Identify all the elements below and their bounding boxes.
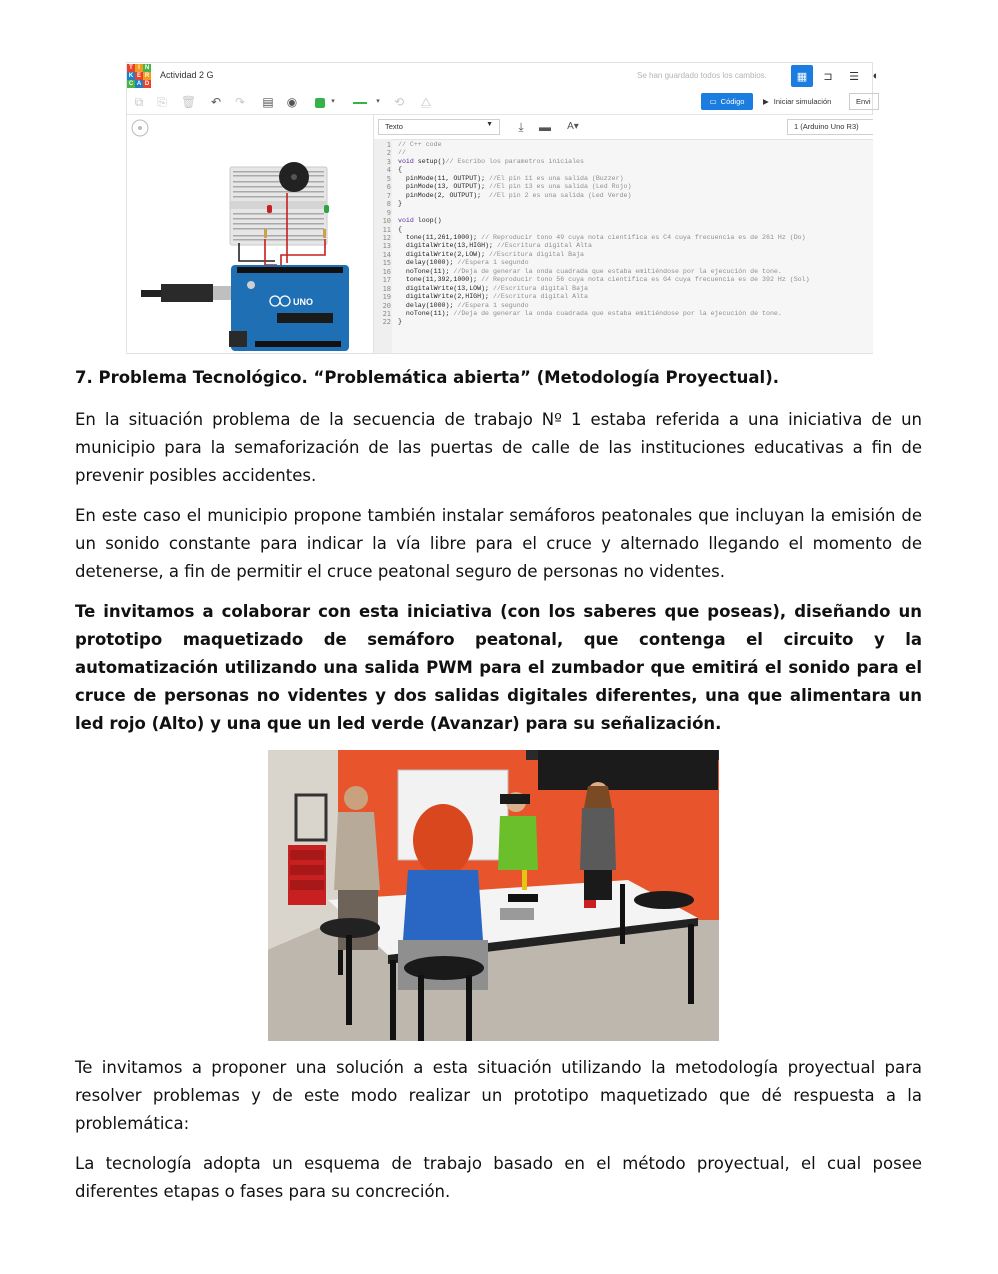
line-number: 12 <box>382 233 391 242</box>
code-line: pinMode(11, OUTPUT); //El pin 11 es una salida (Buzzer) <box>398 174 624 182</box>
board-select[interactable]: 1 (Arduino Uno R3) <box>787 119 873 135</box>
line-number: 18 <box>382 284 391 293</box>
code-line: // <box>398 149 406 157</box>
chevron-down-icon[interactable]: ▾ <box>376 98 380 105</box>
circuit-canvas[interactable] <box>127 115 372 353</box>
paragraph-2: En este caso el municipio propone también instalar semáforos peatonales que incluyan la emisión de un sonido constante para indicar la vía libre para el cruce y alternado llegando el momento de detenerse, a fin de permitir el cruce peatonal seguro de personas no videntes. <box>75 506 922 581</box>
line-number: 19 <box>382 293 391 302</box>
code-line: } <box>398 200 402 208</box>
line-number: 6 <box>386 183 391 192</box>
wire-style-icon[interactable] <box>349 95 371 109</box>
line-number: 10 <box>382 217 391 226</box>
code-line: tone(11,392,1000); // Reproducir tono 56 cuya nota cientifica es G4 cuya frecuencia es de 392 Hz (Sol) <box>398 276 810 284</box>
line-number: 8 <box>386 200 391 209</box>
line-number: 11 <box>382 225 391 234</box>
line-number: 21 <box>382 310 391 318</box>
section-heading: 7. Problema Tecnológico. “Problemática abierta” (Metodología Proyectual). <box>75 368 780 387</box>
rotate-icon[interactable]: ⟲ <box>393 95 405 109</box>
project-title[interactable]: Actividad 2 G <box>160 70 214 80</box>
line-number: 5 <box>386 174 391 183</box>
tinkercad-logo: T I N K E R C A D <box>128 65 150 87</box>
library-icon[interactable]: ▬ <box>539 120 551 134</box>
copy-icon[interactable]: ⧉ <box>134 95 144 109</box>
chevron-down-icon[interactable]: ▾ <box>331 98 335 105</box>
play-icon: ▶ <box>763 97 769 106</box>
tinkercad-screenshot <box>126 62 880 354</box>
send-button[interactable] <box>849 93 879 110</box>
code-line: delay(1000); //Espera 1 segundo <box>398 301 529 309</box>
paragraph-3: Te invitamos a proponer una solución a esta situación utilizando la metodología proyectual para resolver problemas y de este modo realizar un prototipo maquetizado que dé respuesta a la problemática: <box>75 1058 922 1133</box>
code-line: { <box>398 225 402 233</box>
code-line: tone(11,261,1000); // Reproducir tono 49 cuya nota cientifica es C4 cuya frecuencia es de 261 Hz (Do) <box>398 233 806 241</box>
delete-icon[interactable]: 🗑 <box>181 95 197 109</box>
more-icon[interactable]: ◐ <box>872 70 880 82</box>
line-number: 13 <box>382 242 391 251</box>
breadboard <box>230 167 327 245</box>
code-line: digitalWrite(13,LOW); //Escritura digital Baja <box>398 284 588 292</box>
usb-cable <box>141 284 231 302</box>
code-button-label: Código <box>720 97 745 106</box>
start-simulation-label: Iniciar simulación <box>773 97 832 106</box>
line-number: 20 <box>382 301 391 310</box>
code-line: digitalWrite(2,HIGH); //Escritura digital Alta <box>398 293 588 301</box>
font-size-icon[interactable]: A▾ <box>567 121 579 132</box>
editor-toolbar <box>374 115 873 140</box>
flip-icon[interactable]: ⧋ <box>420 95 432 109</box>
component-list-icon[interactable]: ☰ <box>849 70 859 83</box>
code-line: } <box>398 318 402 326</box>
circuit-drawing <box>127 115 372 353</box>
editor-mode-value: Texto <box>385 122 403 131</box>
line-number: 1 <box>386 141 391 149</box>
chevron-down-icon: ▼ <box>486 121 493 128</box>
line-number: 7 <box>386 191 391 200</box>
code-line: { <box>398 166 402 174</box>
download-icon[interactable]: ⤓ <box>518 120 524 134</box>
circuit-view-icon[interactable]: ▦ <box>791 65 813 87</box>
undo-icon[interactable]: ↶ <box>210 95 222 109</box>
line-number: 22 <box>382 318 391 327</box>
board-label: UNO <box>293 297 313 307</box>
start-simulation-button[interactable] <box>759 93 845 110</box>
line-number: 15 <box>382 259 391 268</box>
code-line: delay(1000); //Espera 1 segundo <box>398 259 529 267</box>
code-line: // C++ code <box>398 141 442 148</box>
arduino-uno-board <box>229 265 349 351</box>
schematic-view-icon[interactable]: ⊐ <box>823 70 833 83</box>
code-line: pinMode(13, OUTPUT); //El pin 13 es una salida (Led Rojo) <box>398 183 632 191</box>
code-line: void loop() <box>398 217 442 225</box>
green-led <box>324 205 329 213</box>
line-number: 14 <box>382 250 391 259</box>
line-number: 9 <box>386 208 391 217</box>
code-icon: ▭ <box>709 97 717 106</box>
line-number: 2 <box>386 149 391 158</box>
line-number: 4 <box>386 166 391 175</box>
line-number: 17 <box>382 276 391 285</box>
code-line: noTone(11); //Deja de generar la onda cuadrada que estaba emitiéndose por la ejecución de tone. <box>398 310 782 317</box>
code-line: digitalWrite(13,HIGH); //Escritura digital Alta <box>398 242 592 250</box>
code-line: noTone(11); //Deja de generar la onda cuadrada que estaba emitiéndose por la ejecución de tone. <box>398 267 782 275</box>
code-editor-panel <box>373 115 873 353</box>
tinkercad-header <box>127 63 880 91</box>
line-number: 3 <box>386 157 391 166</box>
red-led <box>267 205 272 213</box>
editor-mode-select[interactable] <box>378 119 500 135</box>
send-button-label: Envi <box>856 97 871 106</box>
paste-icon[interactable]: ⎘ <box>157 95 167 109</box>
code-button[interactable] <box>701 93 753 110</box>
code-line: pinMode(2, OUTPUT); //El pin 2 es una salida (Led Verde) <box>398 191 632 199</box>
paragraph-invitation: Te invitamos a colaborar con esta iniciativa (con los saberes que poseas), diseñando un prototipo maquetizado de semáforo peatonal, que contenga el circuito y la automatización utilizando una salida PWM para el zumbador que emitirá el sonido para el cruce de personas no videntes y dos salidas digitales diferentes, una que alimentara un led rojo (Alto) y una que un led verde (Avanzar) para su señalización. <box>75 602 922 733</box>
classroom-illustration <box>268 750 719 1041</box>
saved-status: Se han guardado todos los cambios. <box>637 71 767 80</box>
color-picker-icon[interactable] <box>313 95 327 109</box>
redo-icon[interactable]: ↷ <box>234 95 246 109</box>
code-line: void setup()// Escribo los parametros iniciales <box>398 157 584 165</box>
paragraph-4: La tecnología adopta un esquema de trabajo basado en el método proyectual, el cual posee diferentes etapas o fases para su concreción. <box>75 1154 922 1201</box>
notes-icon[interactable]: ▤ <box>262 95 274 109</box>
line-number: 16 <box>382 267 391 276</box>
visibility-icon[interactable]: ◉ <box>286 95 298 109</box>
paragraph-1: En la situación problema de la secuencia de trabajo Nº 1 estaba referida a una iniciativa de un municipio para la semaforización de las puertas de calle de las instituciones educativas a fin de prevenir posibles accidentes. <box>75 410 922 485</box>
code-area[interactable] <box>374 139 873 353</box>
code-line: digitalWrite(2,LOW); //Escritura digital Baja <box>398 250 584 258</box>
